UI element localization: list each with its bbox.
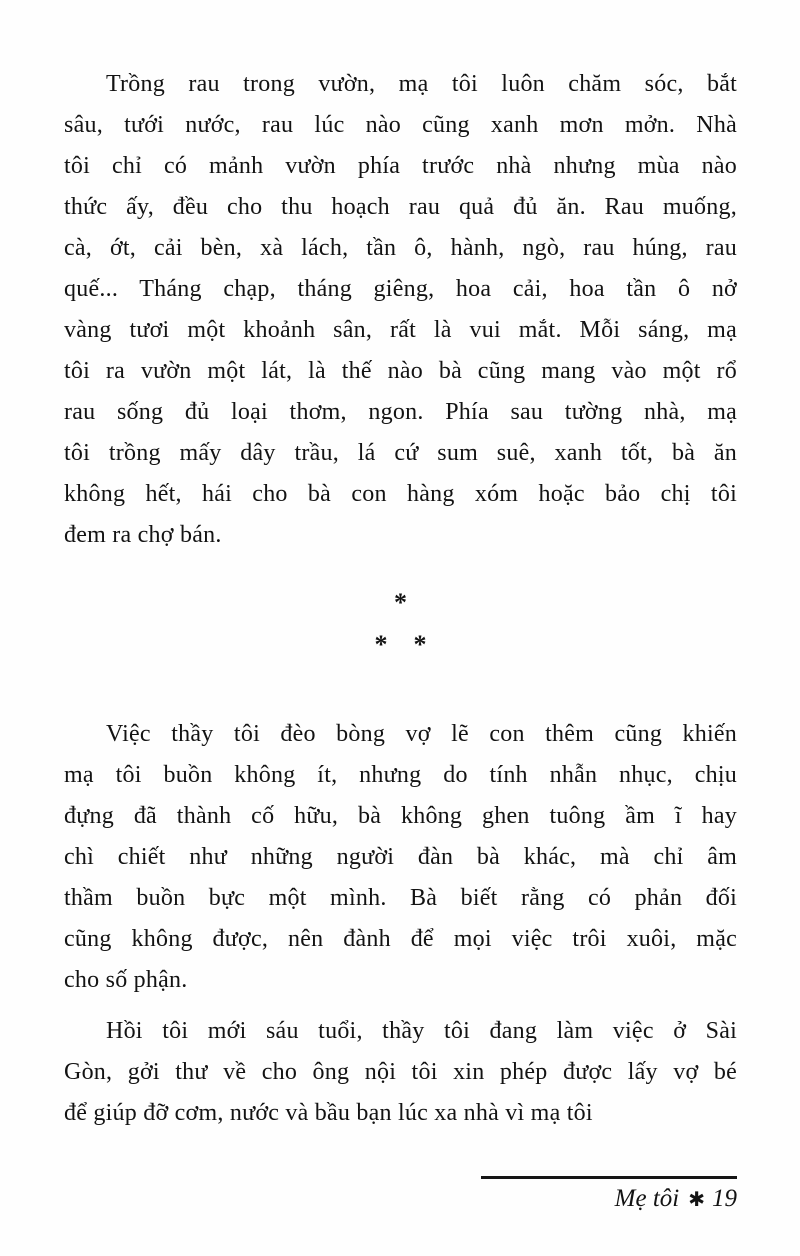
text-line: đem ra chợ bán. [64,522,222,548]
text-line: tôi trồng mấy dây trầu, lá cứ sum suê, xanh tốt, bà ăn [64,440,737,466]
paragraph [64,64,737,556]
paragraph [64,714,737,1001]
text-line: để giúp đỡ cơm, nước và bầu bạn lúc xa nhà vì mạ tôi [64,1100,593,1126]
asterisk-icon: * [394,588,407,617]
section-separator [64,582,737,666]
text-line: rau sống đủ loại thơm, ngon. Phía sau tường nhà, mạ [64,399,737,425]
text-line: Việc thầy tôi đèo bòng vợ lẽ con thêm cũng khiến [106,721,737,747]
asterisk-icon: * [374,630,388,659]
text-line: Trồng rau trong vườn, mạ tôi luôn chăm sóc, bắt [106,71,737,97]
text-block [64,64,737,1134]
text-line: cho số phận. [64,967,188,993]
text-line: chì chiết như những người đàn bà khác, mà chỉ âm [64,844,737,870]
text-line: thầm buồn bực một mình. Bà biết rằng có phản đối [64,885,737,911]
text-line: tôi chỉ có mảnh vườn phía trước nhà nhưng mùa nào [64,153,737,179]
text-line: không hết, hái cho bà con hàng xóm hoặc bảo chị tôi [64,481,737,507]
text-line: quế... Tháng chạp, tháng giêng, hoa cải, hoa tần ô nở [64,276,737,302]
chapter-title: Mẹ tôi [614,1185,680,1212]
paragraph [64,1011,737,1134]
text-line: Hồi tôi mới sáu tuổi, thầy tôi đang làm việc ở Sài [106,1018,737,1044]
text-line: cà, ớt, cải bèn, xà lách, tần ô, hành, ngò, rau húng, rau [64,235,737,261]
text-line: cũng không được, nên đành để mọi việc trôi xuôi, mặc [64,926,737,952]
page-footer [481,1176,737,1214]
text-line: vàng tươi một khoảnh sân, rất là vui mắt. Mỗi sáng, mạ [64,317,737,343]
text-line: thức ấy, đều cho thu hoạch rau quả đủ ăn. Rau muống, [64,194,737,220]
asterisk-ornament-icon: ✱ [688,1187,705,1211]
text-line: mạ tôi buồn không ít, nhưng do tính nhẫn nhục, chịu [64,762,737,788]
text-line: tôi ra vườn một lát, là thế nào bà cũng mang vào một rổ [64,358,737,384]
text-line: đựng đã thành cố hữu, bà không ghen tuông ầm ĩ hay [64,803,737,829]
text-line: Gòn, gởi thư về cho ông nội tôi xin phép được lấy vợ bé [64,1059,737,1085]
separator-row [64,582,737,624]
text-line: sâu, tưới nước, rau lúc nào cũng xanh mơn mởn. Nhà [64,112,737,138]
page-number: 19 [712,1185,737,1212]
separator-row [64,624,737,666]
asterisk-icon: * [413,630,427,659]
